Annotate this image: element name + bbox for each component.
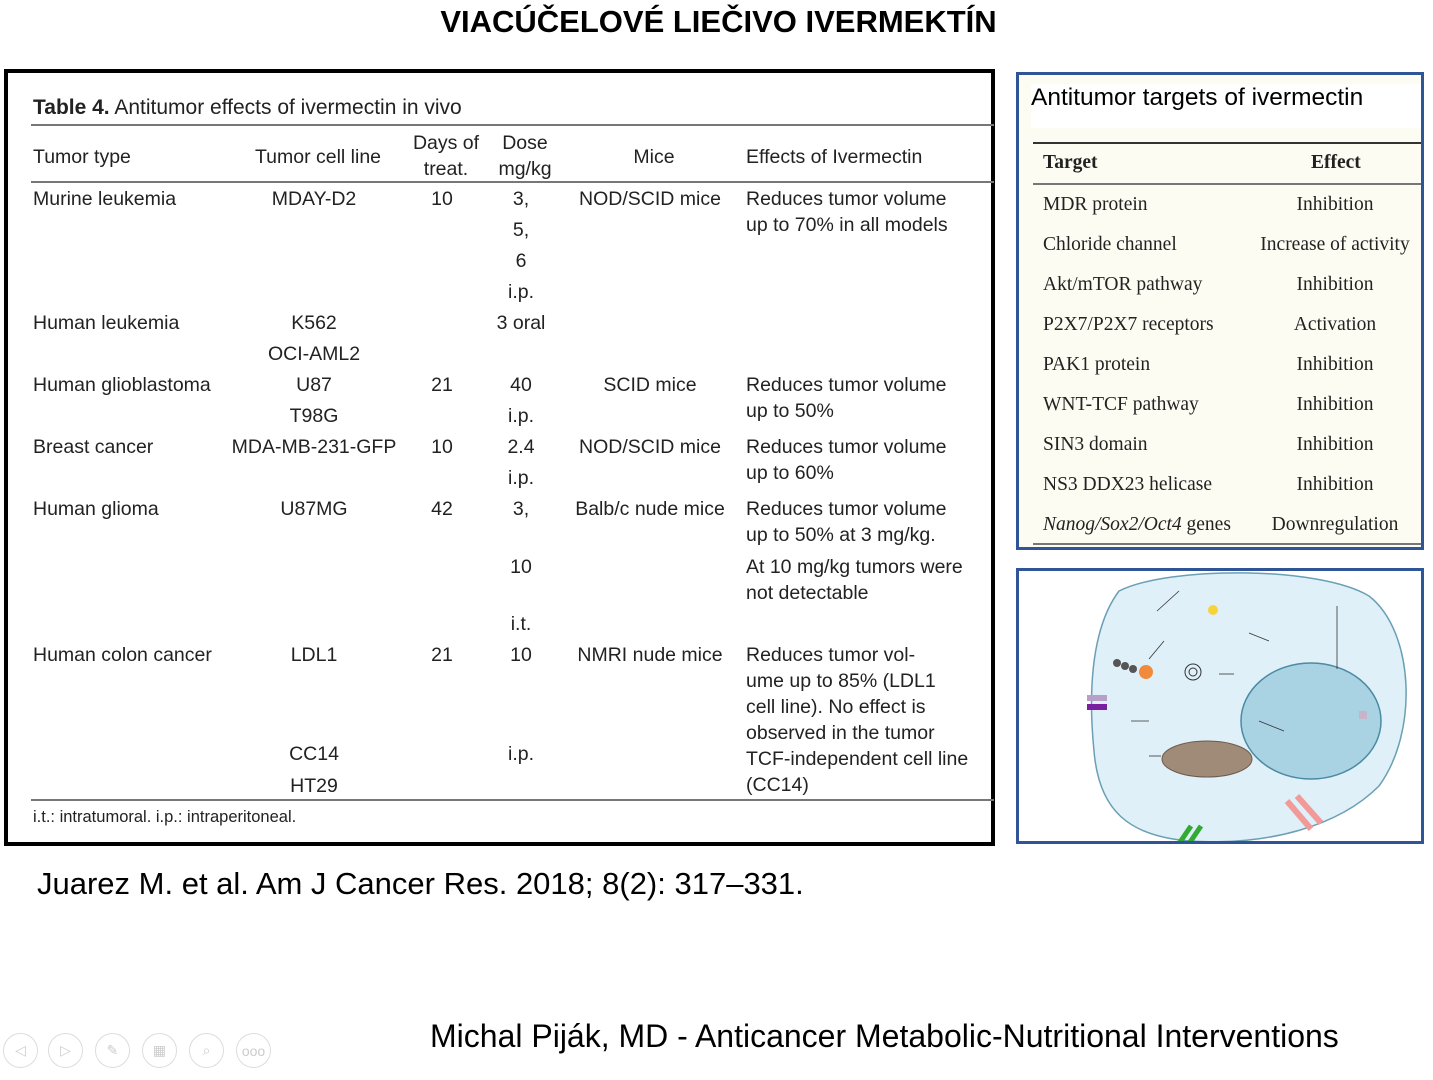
table-4-caption: Antitumor effects of ivermectin in vivo	[109, 96, 462, 119]
row-mice: NMRI nude mice	[577, 644, 723, 666]
more-options-button[interactable]	[236, 1033, 271, 1068]
pak1-protein	[1139, 665, 1153, 679]
target-effect: Inhibition	[1296, 274, 1374, 295]
slide-footer: Michal Piják, MD - Anticancer Metabolic-Nutritional Interventions	[430, 1018, 1339, 1054]
row-dose: 40	[510, 374, 532, 396]
row-tumor-type: Human glioblastoma	[33, 374, 211, 396]
header-mice: Mice	[633, 146, 675, 168]
row-dose: i.p.	[507, 405, 535, 427]
row-days: 42	[431, 498, 453, 520]
row-dose: 2.4	[507, 436, 535, 458]
zoom-button[interactable]	[189, 1033, 224, 1068]
target-name: PAK1 protein	[1043, 354, 1151, 375]
row-cell-line: LDL1	[290, 644, 338, 666]
row-cell-line: U87	[296, 374, 332, 396]
row-effects: Reduces tumor volume up to 70% in all models	[746, 188, 948, 236]
row-dose: 3 oral	[496, 312, 546, 334]
previous-slide-button[interactable]	[3, 1033, 38, 1068]
row-dose: i.p.	[507, 281, 535, 303]
header-effect: Effect	[1311, 152, 1361, 173]
table-4-number: Table 4.	[33, 96, 110, 119]
header-cell-line: Tumor cell line	[254, 146, 382, 168]
row-days: 10	[431, 188, 453, 210]
row-cell-line: MDA-MB-231-GFP	[231, 436, 397, 458]
header-target: Target	[1043, 152, 1098, 173]
table-footnote: i.t.: intratumoral. i.p.: intraperitoneal.	[33, 808, 297, 826]
target-effect: Activation	[1293, 314, 1377, 335]
header-dose: Dose mg/kg	[498, 132, 552, 180]
row-dose: 3,	[512, 188, 530, 210]
row-days: 21	[431, 644, 453, 666]
p2x7-receptor	[1087, 704, 1107, 710]
targets-table-title: Antitumor targets of ivermectin	[1031, 84, 1421, 128]
row-tumor-type: Human glioma	[33, 498, 159, 520]
row-effects: Reduces tumor volume up to 50%	[746, 374, 947, 422]
row-effects: Reduces tumor vol- ume up to 85% (LDL1 cell line). No effect is observed in the tumor TCF-independent cell line (CC14)	[746, 644, 969, 796]
row-mice: NOD/SCID mice	[579, 436, 721, 458]
target-name: P2X7/P2X7 receptors	[1043, 314, 1214, 335]
row-cell-line: U87MG	[280, 498, 348, 520]
row-dose: 10	[510, 644, 532, 666]
row-cell-line: T98G	[289, 405, 339, 427]
target-effect: Inhibition	[1296, 434, 1374, 455]
target-name: SIN3 domain	[1043, 434, 1148, 455]
row-cell-line: K562	[291, 312, 337, 334]
row-dose: 6	[515, 250, 527, 272]
cell-diagram	[1019, 571, 1421, 841]
header-effects: Effects of Ivermectin	[746, 146, 923, 168]
row-tumor-type: Murine leukemia	[33, 188, 177, 210]
next-slide-button[interactable]	[48, 1033, 83, 1068]
row-cell-line: CC14	[289, 743, 339, 765]
citation: Juarez M. et al. Am J Cancer Res. 2018; 8(2): 317–331.	[37, 866, 804, 901]
autophagy-marker	[1208, 605, 1218, 615]
row-cell-line: OCI-AML2	[267, 343, 361, 365]
target-effect: Inhibition	[1296, 194, 1374, 215]
chevron-right-icon: ▷	[60, 1042, 71, 1058]
mitochondrion	[1162, 741, 1252, 777]
row-dose: i.p.	[507, 467, 535, 489]
target-name: Akt/mTOR pathway	[1043, 274, 1203, 295]
row-cell-line: HT29	[290, 775, 338, 797]
pen-icon: ✎	[106, 1042, 119, 1058]
pen-tool-button[interactable]	[95, 1033, 130, 1068]
target-name: Chloride channel	[1043, 234, 1177, 255]
row-effects: Reduces tumor volume up to 50% at 3 mg/kg.	[746, 498, 947, 546]
header-tumor-type: Tumor type	[33, 146, 131, 168]
row-mice: Balb/c nude mice	[575, 498, 725, 520]
row-effects: At 10 mg/kg tumors were not detectable	[746, 556, 963, 604]
table-4-panel	[4, 69, 995, 846]
row-dose: i.t.	[510, 613, 532, 635]
target-effect: Inhibition	[1296, 394, 1374, 415]
row-dose: 5,	[512, 219, 530, 241]
target-effect: Inhibition	[1296, 474, 1374, 495]
row-days: 21	[431, 374, 453, 396]
row-dose: 3,	[512, 498, 530, 520]
chevron-left-icon: ◁	[15, 1042, 26, 1058]
target-effect: Increase of activity	[1260, 234, 1410, 255]
target-name: WNT-TCF pathway	[1043, 394, 1199, 415]
row-tumor-type: Breast cancer	[33, 436, 154, 458]
see-all-slides-button[interactable]	[142, 1033, 177, 1068]
target-effect: Downregulation	[1271, 514, 1399, 535]
target-name: MDR protein	[1043, 194, 1148, 215]
target-name: NS3 DDX23 helicase	[1043, 474, 1212, 495]
row-mice: SCID mice	[603, 374, 697, 396]
magnifier-icon: ⌕	[202, 1042, 211, 1058]
target-effect: Inhibition	[1296, 354, 1374, 375]
row-dose: i.p.	[507, 743, 535, 765]
row-tumor-type: Human leukemia	[33, 312, 180, 334]
row-mice: NOD/SCID mice	[579, 188, 721, 210]
target-name: Nanog/Sox2/Oct4 genes	[1043, 514, 1231, 535]
ellipsis-icon: ooo	[241, 1042, 266, 1059]
targets-table-panel	[1016, 72, 1424, 550]
nucleus	[1241, 663, 1381, 779]
table-4-title	[33, 95, 462, 121]
row-cell-line: MDAY-D2	[271, 188, 357, 210]
ivermectin-mechanism-figure	[1016, 568, 1424, 844]
row-dose: 10	[510, 556, 532, 578]
slide-title: VIACÚČELOVÉ LIEČIVO IVERMEKTÍN	[440, 4, 997, 39]
row-effects: Reduces tumor volume up to 60%	[746, 436, 947, 484]
header-days: Days of treat.	[412, 132, 480, 180]
row-days: 10	[431, 436, 453, 458]
slides-grid-icon: ▦	[152, 1042, 167, 1058]
row-tumor-type: Human colon cancer	[33, 644, 212, 666]
